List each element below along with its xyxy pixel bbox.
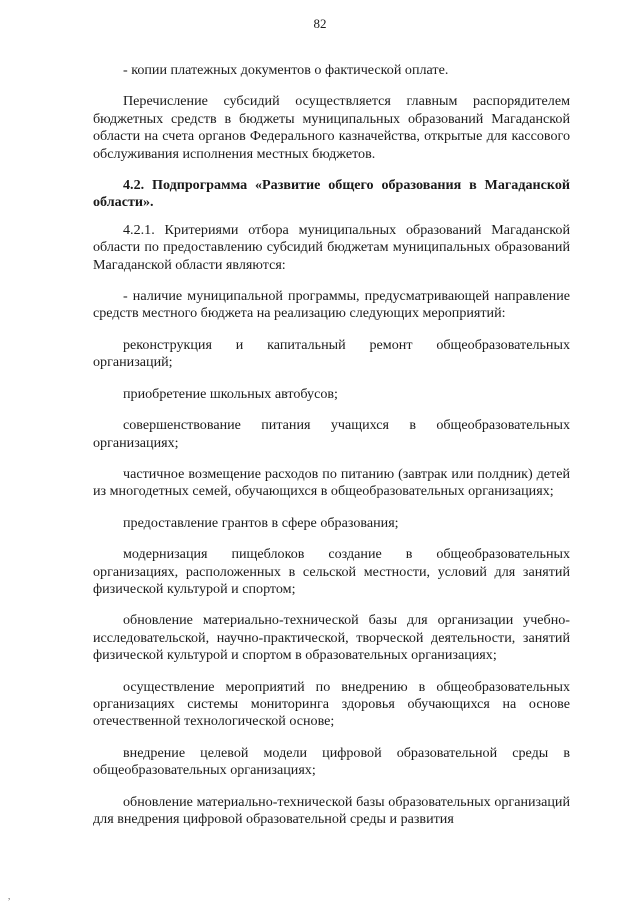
paragraph: Перечисление субсидий осуществляется главным распорядителем бюджетных средств в бюджеты муниципальных образований Магаданской области на счета органов Федерального казначейства, открытые для кассового обслуживания исполнения местных бюджетов. (93, 93, 570, 162)
list-item: предоставление грантов в сфере образования; (123, 514, 399, 531)
list-item: совершенствование питания учащихся в общеобразовательных организациях; (93, 417, 570, 451)
list-item: обновление материально-технической базы для организации учебно-исследовательской, научно-практической, творческой деятельности, занятий физической культурой и спортом в образовательных организациях; (93, 612, 570, 664)
scan-mark: , (8, 891, 11, 901)
section-heading: 4.2. Подпрограмма «Развитие общего образования в Магаданской области». (93, 177, 570, 211)
list-item: - наличие муниципальной программы, предусматривающей направление средств местного бюджета на реализацию следующих мероприятий: (93, 288, 570, 322)
paragraph: - копии платежных документов о фактической оплате. (123, 62, 449, 78)
list-item: реконструкция и капитальный ремонт общеобразовательных организаций; (93, 336, 570, 371)
document-body (93, 62, 570, 842)
page-number: 82 (313, 16, 327, 31)
list-item: частичное возмещение расходов по питанию (завтрак или полдник) детей из многодетных семей, обучающихся в общеобразовательных организациях; (93, 465, 570, 500)
paragraph: 4.2.1. Критериями отбора муниципальных образований Магаданской области по предоставлению субсидий бюджетам муниципальных образований Магаданской области являются: (93, 221, 570, 273)
list-item: приобретение школьных автобусов; (123, 385, 338, 402)
list-item: осуществление мероприятий по внедрению в общеобразовательных организациях системы мониторинга здоровья обучающихся на основе отечественной технологической основе; (93, 678, 570, 730)
list-item: внедрение целевой модели цифровой образовательной среды в общеобразовательных организациях; (93, 744, 570, 779)
list-item: обновление материально-технической базы образовательных организаций для внедрения цифровой образовательной среды и развития (93, 793, 570, 827)
list-item: модернизация пищеблоков создание в общеобразовательных организациях, расположенных в сельской местности, условий для занятий физической культурой и спортом; (93, 546, 570, 597)
